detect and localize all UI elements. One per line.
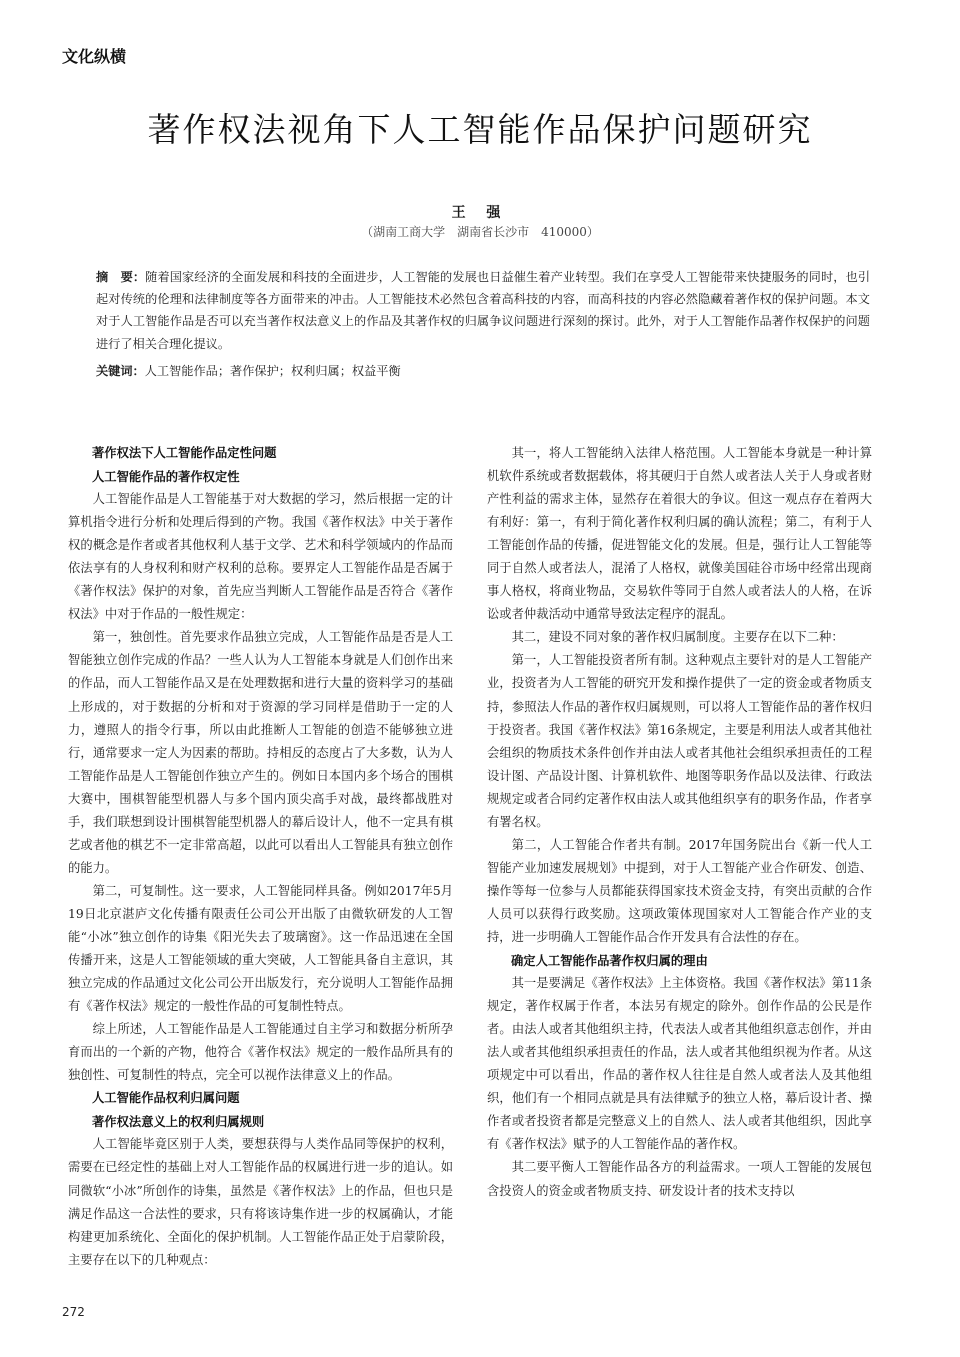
author-affiliation: （湖南工商大学 湖南省长沙市 410000） [361, 225, 599, 239]
paragraph: 人工智能毕竟区别于人类，要想获得与人类作品同等保护的权利，需要在已经定性的基础上对人工智能作品的权属进行进一步的追认。如同微软“小冰”所创作的诗集，虽然是《著作权法》上的作品，但也只是满足作品这一合法性的要求，只有将该诗集作进一步的权属确认，才能构建更加系统化、全面化的保护机制。人工智能作品正处于启蒙阶段，主要存在以下的几种观点： [68, 1137, 453, 1267]
abstract-text: 随着国家经济的全面发展和科技的全面进步，人工智能的发展也日益催生着产业转型。我们在享受人工智能带来快捷服务的同时，也引起对传统的伦理和法律制度等各方面带来的冲击。人工智能技术必然包含着高科技的内容，而高科技的内容必然隐藏着著作权的保护问题。本文对于人工智能作品是否可以充当著作权法意义上的作品及其著作权的归属争议问题进行深刻的探讨。此外，对于人工智能作品著作权保护的问题进行了相关合理化提议。 [96, 270, 871, 351]
abstract-label: 摘 要： [96, 270, 146, 284]
paragraph: 第二，人工智能合作者共有制。2017年国务院出台《新一代人工智能产业加速发展规划》中提到，对于人工智能产业合作研发、创造、操作等每一位参与人员都能获得国家技术资金支持，有突出贡献的合作人员可以获得行政奖励。这项政策体现国家对人工智能合作产业的支持，进一步明确人工智能作品合作开发具有合法性的存在。 [487, 837, 872, 944]
article-title: 著作权法视角下人工智能作品保护问题研究 [147, 110, 813, 149]
subsection-heading: 人工智能作品的著作权定性 [92, 469, 240, 485]
subsection-heading: 著作权法意义上的权利归属规则 [92, 1114, 265, 1130]
subsection-heading: 确定人工智能作品著作权归属的理由 [511, 953, 708, 969]
section-heading: 著作权法下人工智能作品定性问题 [92, 446, 277, 460]
paragraph: 其一，将人工智能纳入法律人格范围。人工智能本身就是一种计算机软件系统或者数据载体，将其硬归于自然人或者法人关于人身或者财产性利益的需求主体，显然存在着很大的争议。但这一观点存在着两大有利好：第一，有利于简化著作权利归属的确认流程；第二，有利于人工智能创作品的传播，促进智能文化的发展。但是，强行让人工智能等同于自然人或者法人，混淆了人格权，就像美国硅谷市场中经常出现商事人格权，将商业物品，交易软件等同于自然人或者法人的人格，在诉讼或者仲裁活动中通常导致法定程序的混乱。 [487, 446, 872, 622]
paragraph: 其二，建设不同对象的著作权归属制度。主要存在以下二种： [511, 630, 844, 645]
section-tag: 文化纵横 [62, 47, 127, 66]
section-heading: 人工智能作品权利归属问题 [92, 1091, 240, 1106]
paragraph: 第一，独创性。首先要求作品独立完成，人工智能作品是否是人工智能独立创作完成的作品？一些人认为人工智能本身就是人们创作出来的作品，而人工智能作品又是在处理数据和进行大量的资料学习的基础上形成的，对于数据的分析和对于资源的学习同样是借助于一定的人力，遵照人的指令行事，所以由此推断人工智能的创造不能够独立进行，通常要求一定人为因素的帮助。持相反的态度占了大多数，认为人工智能作品是人工智能创作独立产生的。例如日本国内多个场合的围棋大赛中，围棋智能型机器人与多个国内顶尖高手对战，最终都战胜对手，我们联想到设计围棋智能型机器人的幕后设计人，他不一定具有棋艺或者他的棋艺不一定非常高超，以此可以看出人工智能具有独立创作的能力。 [68, 630, 453, 875]
paragraph: 人工智能作品是人工智能基于对大数据的学习，然后根据一定的计算机指令进行分析和处理后得到的产物。我国《著作权法》中关于著作权的概念是作者或者其他权利人基于文学、艺术和科学领域内的作品而依法享有的人身权利和财产权利的总称。要界定人工智能作品是否属于《著作权法》保护的对象，首先应当判断人工智能作品是否符合《著作权法》中对于作品的一般性规定： [68, 492, 453, 622]
keywords [96, 360, 870, 382]
author-name: 王 强 [451, 205, 509, 221]
right-column [487, 442, 872, 1203]
paragraph: 综上所述，人工智能作品是人工智能通过自主学习和数据分析所孕育而出的一个新的产物，他符合《著作权法》规定的一般作品所具有的独创性、可复制性的特点，完全可以视作法律意义上的作品。 [68, 1022, 453, 1083]
paragraph: 第一，人工智能投资者所有制。这种观点主要针对的是人工智能产业，投资者为人工智能的研究开发和操作提供了一定的资金或者物质支持，参照法人作品的著作权归属规则，可以将人工智能作品的著作权归于投资者。我国《著作权法》第16条规定，主要是利用法人或者其他社会组织的物质技术条件创作并由法人或者其他社会组织承担责任的工程设计图、产品设计图、计算机软件、地图等职务作品以及法律、行政法规规定或者合同约定著作权由法人或其他组织享有的职务作品，作者享有署名权。 [487, 653, 872, 829]
page-number: 272 [62, 1305, 85, 1319]
abstract [96, 266, 870, 355]
left-column [68, 442, 453, 1272]
keywords-text: 人工智能作品；著作保护；权利归属；权益平衡 [144, 364, 401, 378]
paragraph: 其一是要满足《著作权法》上主体资格。我国《著作权法》第11条规定，著作权属于作者，本法另有规定的除外。创作作品的公民是作者。由法人或者其他组织主持，代表法人或者其他组织意志创作，并由法人或者其他组织承担责任的作品，法人或者其他组织视为作者。从这项规定中可以看出，作品的著作权人往往是自然人或者法人及其他组织，他们有一个相同点就是具有法律赋予的独立人格，幕后设计者、操作者或者投资者都是完整意义上的自然人、法人或者其他组织，因此享有《著作权法》赋予的人工智能作品的著作权。 [487, 976, 872, 1152]
paragraph: 第二，可复制性。这一要求，人工智能同样具备。例如2017年5月19日北京湛庐文化传播有限责任公司公开出版了由微软研发的人工智能“小冰”独立创作的诗集《阳光失去了玻璃窗》。这一作品迅速在全国传播开来，这是人工智能领域的重大突破，人工智能具备自主意识，其独立完成的作品通过文化公司公开出版发行，充分说明人工智能作品拥有《著作权法》规定的一般性作品的可复制性特点。 [68, 883, 453, 1014]
watermark-strip [0, 0, 960, 30]
keywords-label: 关键词： [96, 364, 145, 378]
paragraph: 其二要平衡人工智能作品各方的利益需求。一项人工智能的发展包含投资人的资金或者物质支持、研发设计者的技术支持以 [487, 1160, 872, 1198]
